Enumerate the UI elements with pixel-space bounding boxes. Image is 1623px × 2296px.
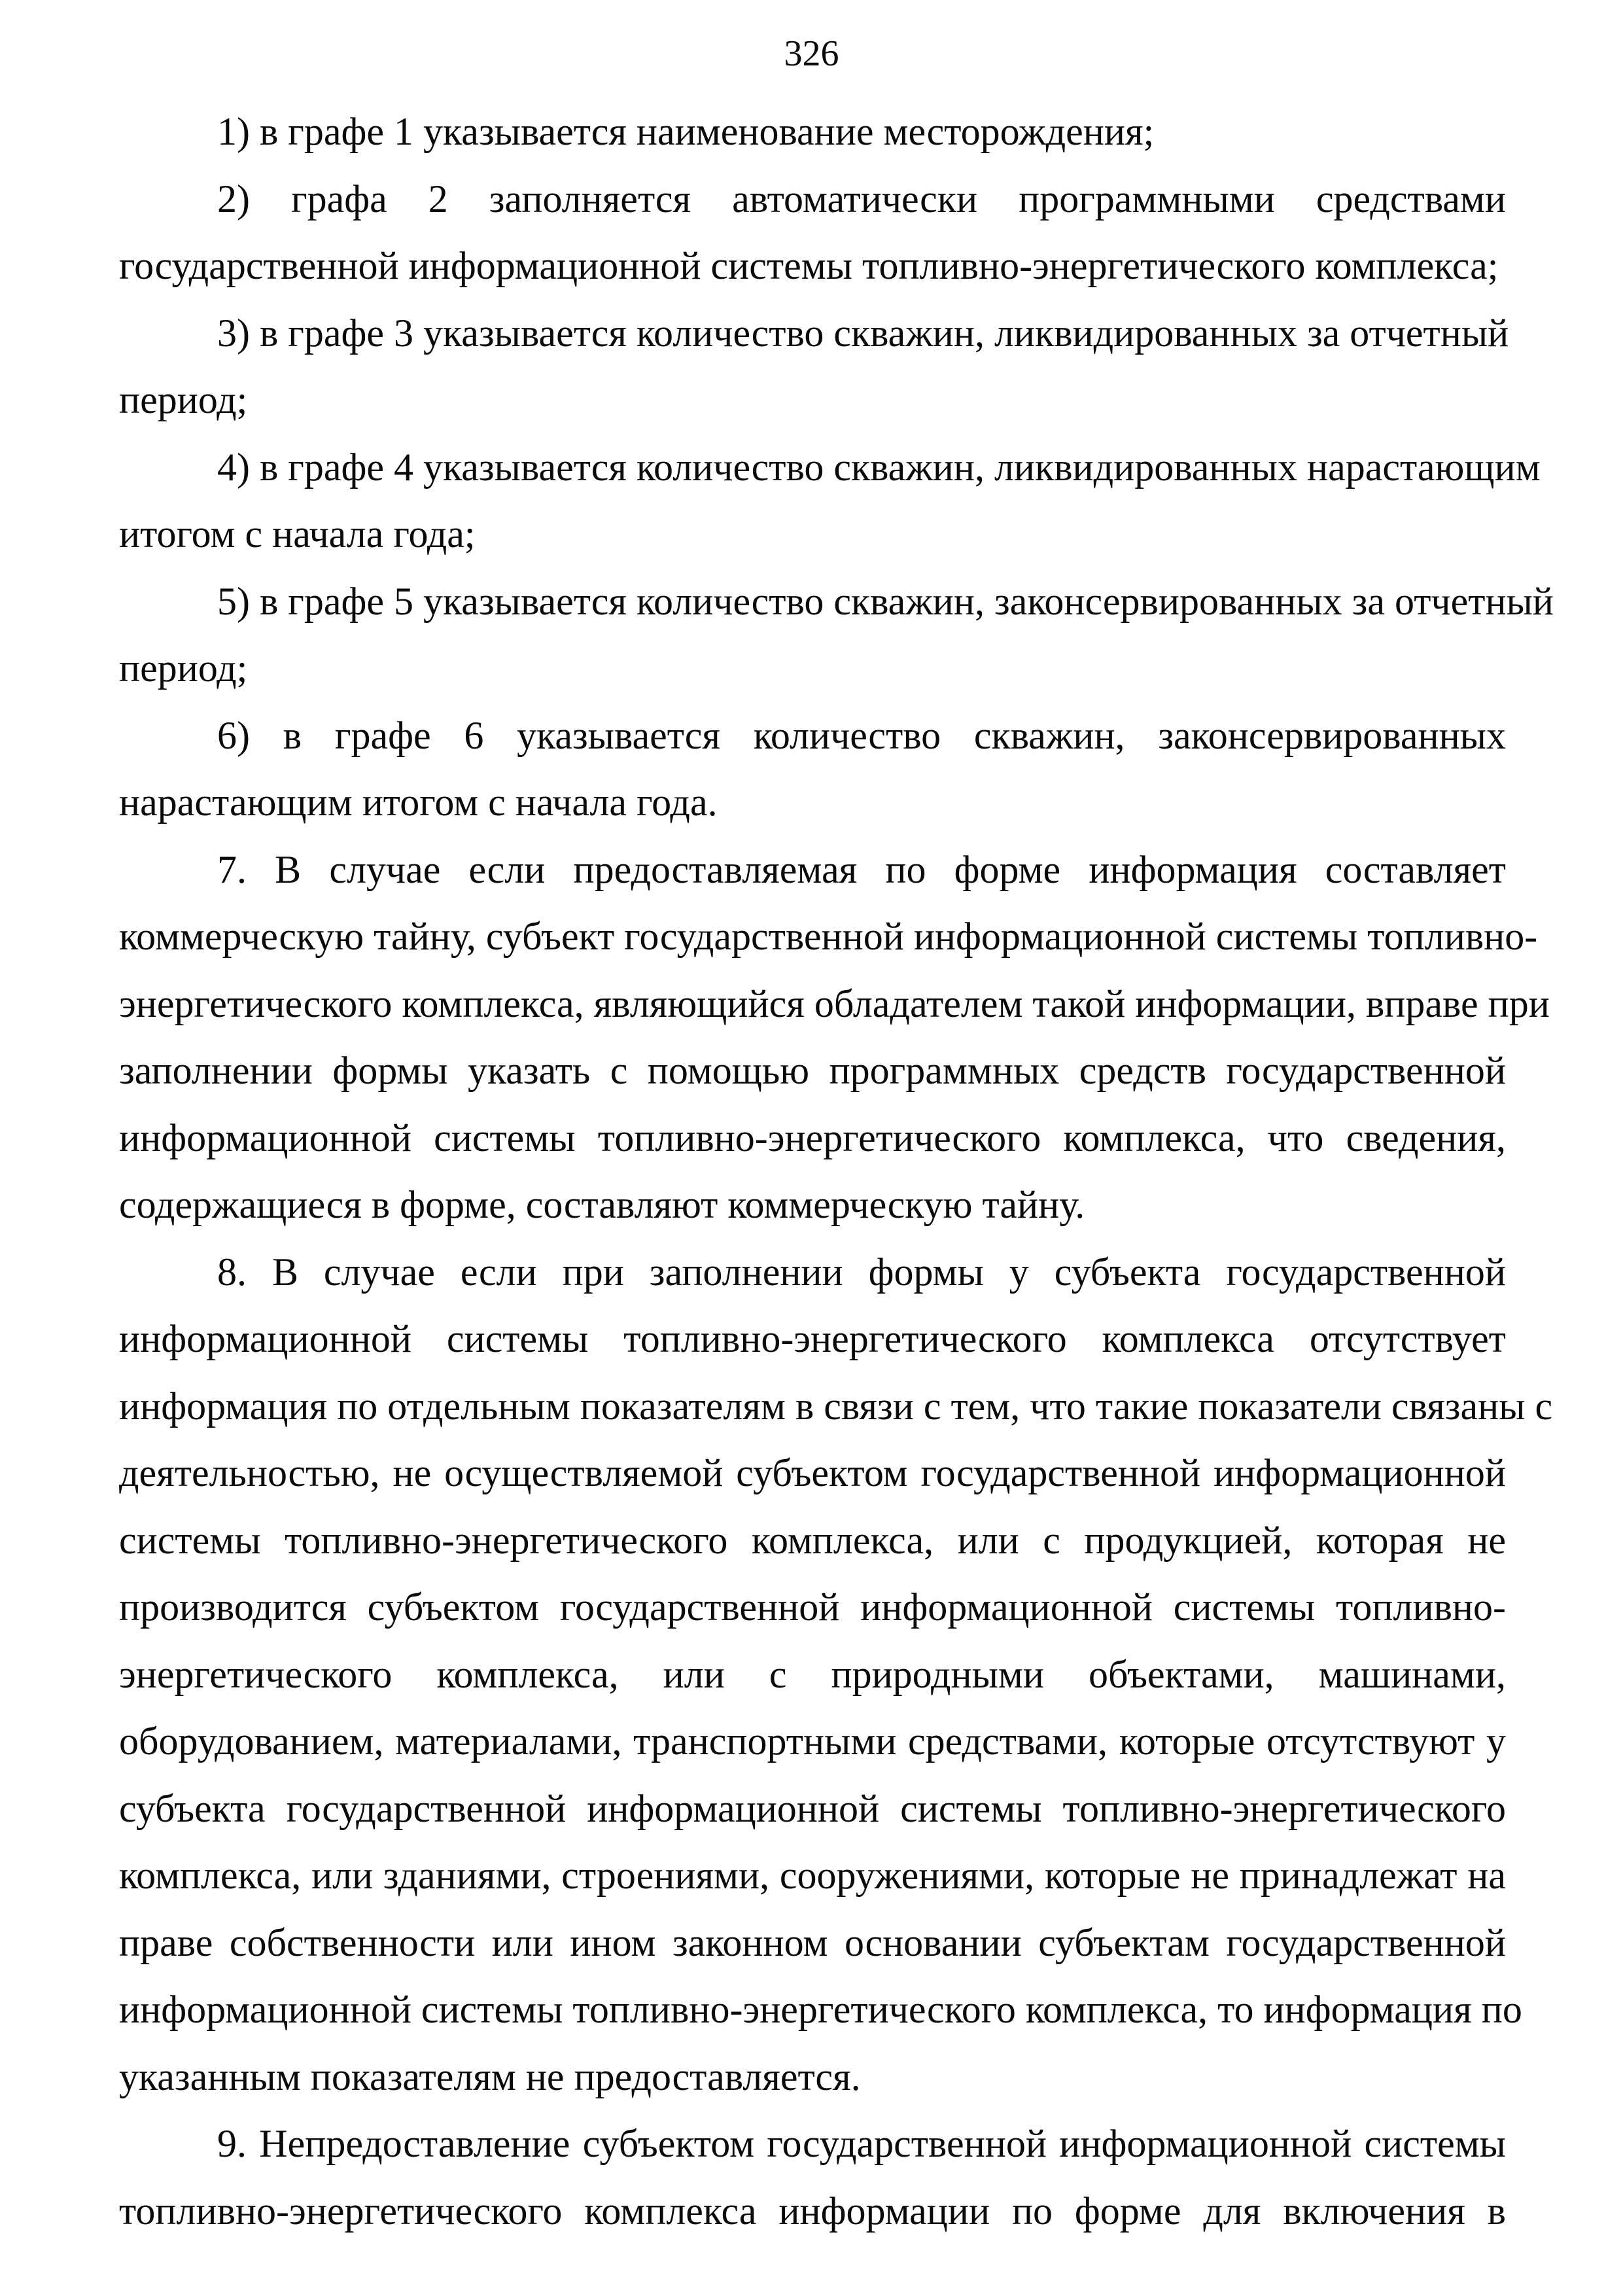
text-line: топливно-энергетического комплекса информации по форме для включения в (119, 2189, 1506, 2233)
text-line: содержащиеся в форме, составляют коммерческую тайну. (119, 1183, 1085, 1226)
text-line: коммерческую тайну, субъект государственной информационной системы топливно- (119, 915, 1538, 958)
text-line: 4) в графе 4 указывается количество скважин, ликвидированных нарастающим (217, 445, 1541, 489)
text-line: комплекса, или зданиями, строениями, сооружениями, которые не принадлежат на (119, 1854, 1506, 1897)
text-line: оборудованием, материалами, транспортными средствами, которые отсутствуют у (119, 1720, 1506, 1763)
text-line: 7. В случае если предоставляемая по форме информация составляет (217, 847, 1506, 891)
text-line: производится субъектом государственной информационной системы топливно- (119, 1585, 1506, 1629)
text-line: 2) графа 2 заполняется автоматически программными средствами (217, 177, 1506, 221)
text-line: 1) в графе 1 указывается наименование месторождения; (217, 110, 1155, 153)
text-line: субъекта государственной информационной системы топливно-энергетического (119, 1786, 1506, 1830)
text-line: информационной системы топливно-энергетического комплекса, то информация по (119, 1988, 1522, 2031)
paragraph-item-2 (119, 166, 1506, 300)
text-line: праве собственности или ином законном основании субъектам государственной (119, 1920, 1506, 1964)
text-line: деятельностью, не осуществляемой субъектом государственной информационной (119, 1451, 1506, 1494)
text-line: 9. Непредоставление субъектом государственной информационной системы (217, 2122, 1506, 2165)
page-number: 326 (784, 33, 839, 74)
text-line: информационной системы топливно-энергетического комплекса, что сведения, (119, 1116, 1506, 1159)
text-line: заполнении формы указать с помощью программных средств государственной (119, 1049, 1506, 1092)
paragraph-item-5 (119, 568, 1554, 702)
text-line: энергетического комплекса, являющийся обладателем такой информации, вправе при (119, 981, 1550, 1025)
text-line: 5) в графе 5 указывается количество скважин, законсервированных за отчетный (217, 579, 1554, 623)
text-line: нарастающим итогом с начала года. (119, 781, 718, 824)
text-line: итогом с начала года; (119, 512, 476, 556)
text-line: период; (119, 646, 248, 690)
text-line: 8. В случае если при заполнении формы у субъекта государственной (217, 1250, 1506, 1294)
paragraph-item-4 (119, 434, 1541, 568)
document-body (119, 98, 1554, 2244)
paragraph-item-3 (119, 300, 1509, 434)
paragraph-clause-8 (119, 1239, 1553, 2111)
text-line: государственной информационной системы топливно-энергетического комплекса; (119, 244, 1499, 287)
text-line: энергетического комплекса, или с природными объектами, машинами, (119, 1652, 1506, 1696)
paragraph-item-6 (119, 702, 1506, 836)
text-line: системы топливно-энергетического комплекса, или с продукцией, которая не (119, 1518, 1506, 1562)
text-line: указанным показателям не предоставляется. (119, 2055, 861, 2098)
paragraph-clause-7 (119, 836, 1550, 1239)
paragraph-item-1 (119, 98, 1506, 166)
text-line: информационной системы топливно-энергетического комплекса отсутствует (119, 1317, 1506, 1360)
paragraph-clause-9 (119, 2110, 1506, 2244)
text-line: 3) в графе 3 указывается количество скважин, ликвидированных за отчетный (217, 311, 1509, 355)
text-line: период; (119, 378, 248, 421)
text-line: информация по отдельным показателям в связи с тем, что такие показатели связаны с (119, 1384, 1553, 1428)
text-line: 6) в графе 6 указывается количество скважин, законсервированных (217, 713, 1506, 757)
